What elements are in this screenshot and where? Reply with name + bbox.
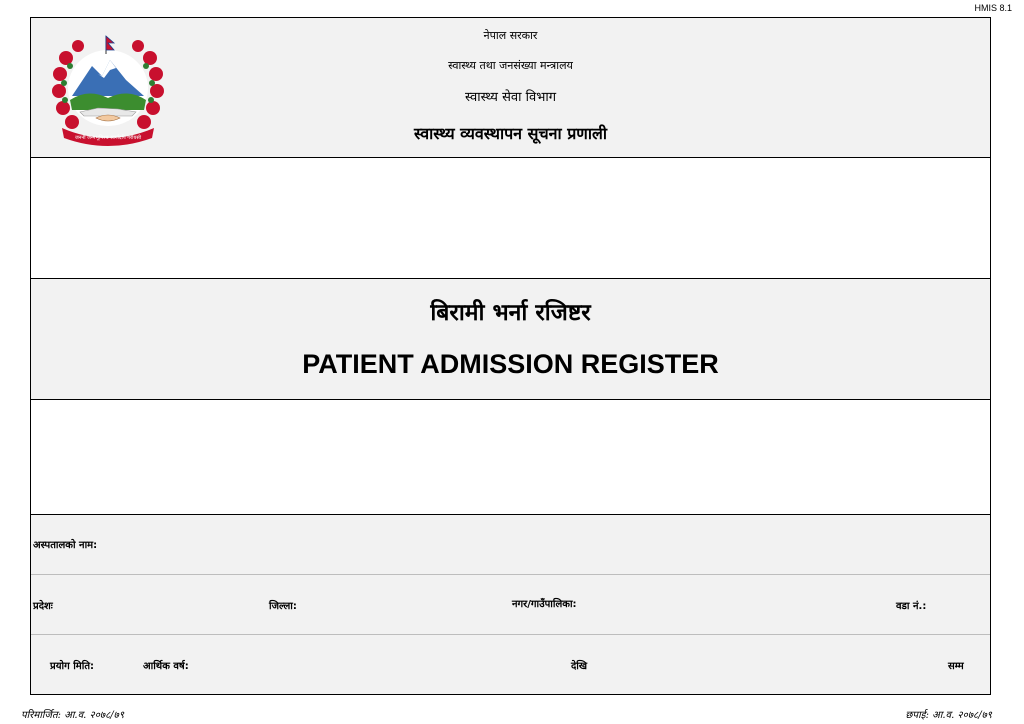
usage-date-label: प्रयोग मिति: — [50, 661, 95, 672]
municipality-label: नगर/गाउँपालिका: — [512, 599, 577, 610]
ward-number-label: वडा नं.: — [896, 601, 927, 612]
to-label: सम्म — [948, 661, 964, 672]
blank-panel-bottom — [31, 400, 990, 515]
fiscal-year-label: आर्थिक वर्ष: — [143, 661, 189, 672]
district-label: जिल्ला: — [269, 601, 297, 612]
location-row — [31, 575, 990, 635]
title-section — [31, 279, 990, 400]
hospital-name-row — [31, 515, 990, 575]
register-cover — [30, 17, 991, 695]
hospital-name-label: अस्पतालको नाम: — [33, 540, 98, 551]
title-nepali: बिरामी भर्ना रजिष्टर — [430, 300, 591, 326]
from-label: देखि — [571, 661, 588, 672]
department-name: स्वास्थ्य सेवा विभाग — [464, 90, 557, 105]
revised-note: परिमार्जित: आ.व. २०७८/७९ — [21, 710, 125, 721]
emblem-motto: जननी जन्मभूमिश्च स्वर्गादपि गरीयसी — [74, 135, 142, 141]
ministry-name: स्वास्थ्य तथा जनसंख्या मन्त्रालय — [448, 59, 573, 72]
header-section — [31, 18, 990, 158]
blank-panel-top — [31, 158, 990, 279]
printed-note: छपाई: आ.व. २०७८/७९ — [905, 710, 992, 721]
title-english: PATIENT ADMISSION REGISTER — [302, 349, 719, 379]
government-name: नेपाल सरकार — [483, 29, 538, 42]
form-code: HMIS 8.1 — [974, 3, 1012, 13]
system-name: स्वास्थ्य व्यवस्थापन सूचना प्रणाली — [413, 124, 608, 143]
province-label: प्रदेशः — [33, 601, 53, 612]
usage-period-row — [31, 635, 990, 694]
